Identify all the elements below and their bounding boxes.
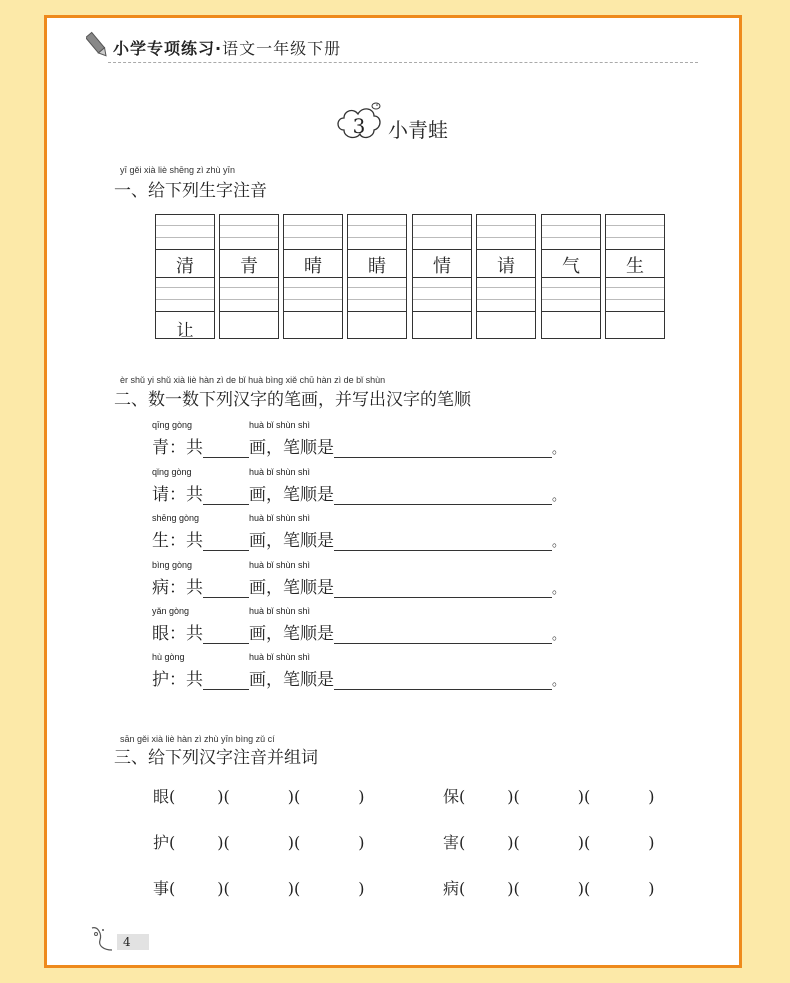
- row-gong: ：共: [169, 624, 203, 644]
- word-group-item: [443, 784, 654, 807]
- paren-close: ): [648, 787, 655, 806]
- guide-line: [413, 287, 471, 288]
- guide-line: [606, 225, 664, 226]
- grid-cell[interactable]: [605, 214, 665, 339]
- word-char: 保: [443, 787, 460, 806]
- section3-pinyin: sān gěi xià liè hàn zì zhù yīn bìng zǔ cí: [120, 734, 275, 744]
- guide-line: [477, 237, 535, 238]
- guide-line: [542, 237, 600, 238]
- row-end: 。: [552, 535, 566, 550]
- guide-line: [542, 225, 600, 226]
- guide-line: [542, 299, 600, 300]
- stroke-row: [152, 467, 582, 507]
- paren-close-open: )(: [507, 833, 520, 852]
- guide-line: [284, 287, 342, 288]
- paren-open: (: [459, 787, 466, 806]
- paren-close: ): [648, 879, 655, 898]
- row-hua-label: 画，笔顺是: [249, 670, 334, 690]
- row-hua-label: 画，笔顺是: [249, 624, 334, 644]
- word-group-item: [153, 876, 364, 899]
- paren-close-open: )(: [577, 787, 591, 806]
- guide-line: [156, 299, 214, 300]
- cell-divider: [606, 311, 664, 312]
- stroke-row: [152, 652, 582, 692]
- guide-line: [220, 237, 278, 238]
- guide-line: [606, 287, 664, 288]
- swirl-decoration-icon: [90, 924, 114, 952]
- paren-close-open: )(: [577, 833, 591, 852]
- paren-close-open: )(: [287, 879, 301, 898]
- guide-line: [413, 299, 471, 300]
- cell-divider: [606, 249, 664, 250]
- row-end: 。: [552, 442, 566, 457]
- row-char: 请: [152, 485, 169, 505]
- row-char: 病: [152, 578, 169, 598]
- row-gong: ：共: [169, 485, 203, 505]
- row-pinyin-right: huà bǐ shùn shì: [249, 420, 311, 430]
- header-divider: [108, 62, 698, 63]
- row-text: [152, 619, 565, 644]
- paren-close-open: )(: [217, 787, 230, 806]
- lesson-number: 3: [352, 114, 366, 138]
- grid-cell[interactable]: [347, 214, 407, 339]
- guide-line: [156, 225, 214, 226]
- row-text: [152, 526, 565, 551]
- row-pinyin-left: qǐng gòng: [152, 467, 192, 477]
- paren-close-open: )(: [287, 833, 301, 852]
- guide-line: [348, 299, 406, 300]
- guide-line: [606, 237, 664, 238]
- grid-char: 晴: [304, 256, 322, 277]
- guide-line: [348, 237, 406, 238]
- row-text: [152, 433, 565, 458]
- stroke-count-blank[interactable]: [203, 673, 249, 690]
- row-pinyin-left: shēng gòng: [152, 513, 200, 523]
- paren-close-open: )(: [287, 787, 301, 806]
- cell-divider: [348, 249, 406, 250]
- guide-line: [477, 299, 535, 300]
- row-char: 生: [152, 531, 169, 551]
- row-char: 青: [152, 438, 169, 458]
- cell-divider: [542, 249, 600, 250]
- stroke-count-blank[interactable]: [203, 441, 249, 458]
- stroke-row: [152, 560, 582, 600]
- guide-line: [284, 299, 342, 300]
- row-char: 眼: [152, 624, 169, 644]
- paren-close-open: )(: [507, 879, 520, 898]
- row-pinyin-left: yǎn gòng: [152, 606, 190, 616]
- guide-line: [413, 237, 471, 238]
- word-group-item: [153, 784, 364, 807]
- section2-pinyin: èr shǔ yi shǔ xià liè hàn zì de bǐ huà bìng xiě chū hàn zì de bǐ shùn: [120, 375, 386, 385]
- cell-divider: [413, 311, 471, 312]
- stroke-count-blank[interactable]: [203, 534, 249, 551]
- guide-line: [477, 225, 535, 226]
- guide-line: [220, 287, 278, 288]
- stroke-count-blank[interactable]: [203, 581, 249, 598]
- grid-bottom-char: 让: [176, 321, 194, 341]
- cell-divider: [413, 249, 471, 250]
- paren-open: (: [169, 833, 176, 852]
- guide-line: [606, 299, 664, 300]
- cell-divider: [220, 249, 278, 250]
- stroke-count-blank[interactable]: [203, 627, 249, 644]
- row-text: [152, 480, 565, 505]
- paren-close: ): [358, 787, 365, 806]
- row-gong: ：共: [169, 670, 203, 690]
- paren-open: (: [459, 833, 466, 852]
- section3-title: 三、给下列汉字注音并组词: [114, 748, 318, 768]
- stroke-row: [152, 420, 582, 460]
- guide-line: [284, 237, 342, 238]
- guide-line: [348, 225, 406, 226]
- page-number: 4: [117, 934, 149, 950]
- word-char: 害: [443, 833, 460, 852]
- row-pinyin-right: huà bǐ shùn shì: [249, 513, 311, 523]
- row-gong: ：共: [169, 438, 203, 458]
- word-char: 眼: [153, 787, 170, 806]
- stroke-order-blank[interactable]: [334, 488, 552, 505]
- paren-close-open: )(: [507, 787, 520, 806]
- grid-char: 生: [626, 256, 644, 277]
- row-char: 护: [152, 670, 169, 690]
- guide-line: [542, 287, 600, 288]
- paren-close-open: )(: [217, 833, 230, 852]
- word-char: 事: [153, 879, 170, 898]
- stroke-order-blank[interactable]: [334, 534, 552, 551]
- cell-divider: [284, 249, 342, 250]
- row-hua-label: 画，笔顺是: [249, 531, 334, 551]
- grid-char: 清: [176, 256, 194, 277]
- grid-cell[interactable]: [219, 214, 279, 339]
- paren-open: (: [169, 787, 176, 806]
- row-pinyin-left: hù gòng: [152, 652, 185, 662]
- word-group-item: [443, 876, 654, 899]
- word-group-item: [153, 830, 364, 853]
- guide-line: [348, 287, 406, 288]
- grid-char: 青: [240, 256, 258, 277]
- guide-line: [156, 287, 214, 288]
- stroke-order-blank[interactable]: [334, 627, 552, 644]
- row-end: 。: [552, 582, 566, 597]
- grid-cell[interactable]: [155, 214, 215, 339]
- cell-divider: [156, 311, 214, 312]
- row-pinyin-left: qīng gòng: [152, 420, 193, 430]
- grid-cell[interactable]: [283, 214, 343, 339]
- stroke-count-blank[interactable]: [203, 488, 249, 505]
- row-pinyin-right: huà bǐ shùn shì: [249, 606, 311, 616]
- cell-divider: [348, 311, 406, 312]
- grid-char: 气: [562, 256, 580, 277]
- cell-divider: [477, 311, 535, 312]
- grid-cell[interactable]: [541, 214, 601, 339]
- row-text: [152, 573, 565, 598]
- paren-close: ): [358, 833, 365, 852]
- pencil-icon: [86, 30, 108, 60]
- stroke-row: [152, 513, 582, 553]
- row-end: 。: [552, 674, 566, 689]
- row-hua-label: 画，笔顺是: [249, 578, 334, 598]
- cell-divider: [477, 249, 535, 250]
- paren-open: (: [169, 879, 176, 898]
- word-group-item: [443, 830, 654, 853]
- guide-line: [413, 225, 471, 226]
- word-char: 护: [153, 833, 170, 852]
- grid-char: 请: [497, 256, 515, 277]
- row-gong: ：共: [169, 531, 203, 551]
- paren-open: (: [459, 879, 466, 898]
- guide-line: [220, 299, 278, 300]
- grid-char: 情: [433, 256, 451, 277]
- row-pinyin-left: bìng gòng: [152, 560, 193, 570]
- stroke-order-blank[interactable]: [334, 673, 552, 690]
- header-title: 小学专项练习·语文一年级下册: [113, 39, 342, 58]
- row-gong: ：共: [169, 578, 203, 598]
- paren-close-open: )(: [577, 879, 591, 898]
- stroke-order-blank[interactable]: [334, 441, 552, 458]
- row-end: 。: [552, 628, 566, 643]
- guide-line: [284, 225, 342, 226]
- cell-divider: [156, 249, 214, 250]
- guide-line: [477, 287, 535, 288]
- grid-char: 睛: [368, 256, 386, 277]
- row-pinyin-right: huà bǐ shùn shì: [249, 652, 311, 662]
- row-hua-label: 画，笔顺是: [249, 485, 334, 505]
- word-char: 病: [443, 879, 460, 898]
- lesson-title: 小青蛙: [388, 118, 448, 142]
- paren-close: ): [648, 833, 655, 852]
- row-pinyin-right: huà bǐ shùn shì: [249, 560, 311, 570]
- grid-cell[interactable]: [412, 214, 472, 339]
- cell-divider: [220, 311, 278, 312]
- grid-cell[interactable]: [476, 214, 536, 339]
- section1-pinyin: yī gěi xià liè shēng zì zhù yīn: [120, 165, 236, 175]
- cell-divider: [284, 311, 342, 312]
- row-text: [152, 665, 565, 690]
- cell-divider: [542, 311, 600, 312]
- guide-line: [156, 237, 214, 238]
- stroke-row: [152, 606, 582, 646]
- paren-close-open: )(: [217, 879, 230, 898]
- paren-close: ): [358, 879, 365, 898]
- row-pinyin-right: huà bǐ shùn shì: [249, 467, 311, 477]
- section2-title: 二、数一数下列汉字的笔画，并写出汉字的笔顺: [114, 390, 471, 410]
- row-hua-label: 画，笔顺是: [249, 438, 334, 458]
- section1-title: 一、给下列生字注音: [114, 181, 267, 201]
- guide-line: [220, 225, 278, 226]
- stroke-order-blank[interactable]: [334, 581, 552, 598]
- row-end: 。: [552, 489, 566, 504]
